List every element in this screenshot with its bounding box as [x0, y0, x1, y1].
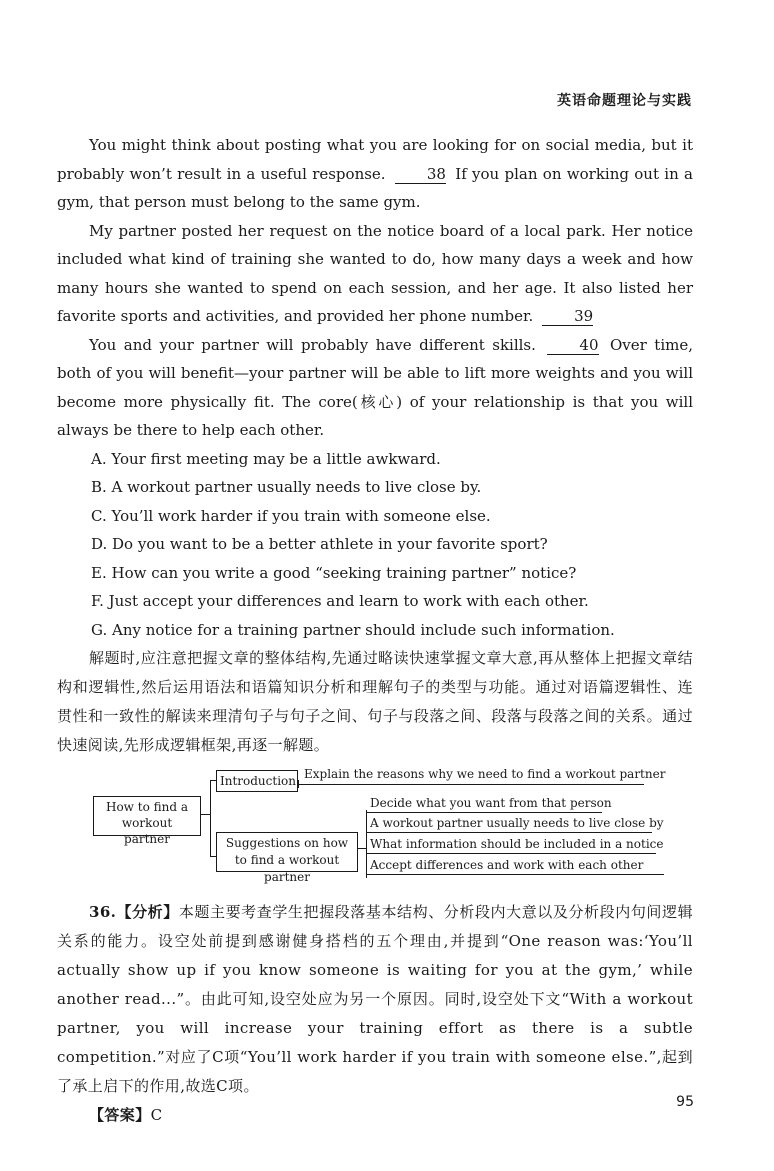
paragraph-3 — [57, 331, 693, 445]
diagram-introduction-box: Introduction — [216, 770, 298, 792]
answer-value: C — [150, 1106, 163, 1124]
blank-40: 40 — [547, 336, 598, 355]
answer-label: 【答案】 — [89, 1106, 151, 1124]
option-f: F. Just accept your differences and learn to work with each other. — [91, 592, 589, 610]
paragraph-1 — [57, 131, 693, 217]
blank-38: 38 — [395, 165, 446, 184]
page-content — [57, 131, 693, 1130]
paragraph-2 — [57, 217, 693, 331]
diagram-root-box: How to find a workout partner — [93, 796, 201, 836]
diagram-branch-line — [210, 780, 211, 856]
diagram-suggestion-1: Decide what you want from that person — [370, 796, 612, 810]
running-header: 英语命题理论与实践 — [557, 93, 692, 109]
structure-diagram — [57, 766, 693, 890]
paragraph-1-text-b: If you plan on working out in a gym, that person must belong to the same gym. — [57, 164, 693, 211]
diagram-suggestion-4-underline — [366, 874, 664, 875]
paragraph-3-text-a: You and your partner will probably have different skills. — [89, 335, 536, 354]
diagram-intro-detail: Explain the reasons why we need to find a workout partner — [304, 767, 666, 781]
diagram-suggestions-bracket — [366, 810, 367, 878]
diagram-suggestions-connector — [358, 848, 366, 849]
analysis-paragraph — [57, 898, 693, 1101]
diagram-suggestion-2-underline — [366, 832, 652, 833]
paragraph-3-text-b: Over time, both of you will benefit—your partner will be able to lift more weights and you will become more physically fit. The core(核心) of your relationship is that you will always be there to help each other. — [57, 335, 693, 439]
analysis-label: 36.【分析】 — [89, 903, 179, 921]
paragraph-2-text: My partner posted her request on the notice board of a local park. Her notice included what kind of training she wanted to do, how many days a week and how many hours she wanted to spend on each session, and her age. It also listed her favorite sports and activities, and provided her phone number. — [57, 221, 693, 325]
option-c: C. You’ll work harder if you train with someone else. — [91, 506, 491, 525]
diagram-suggestion-3-underline — [366, 853, 656, 854]
blank-39: 39 — [542, 307, 593, 326]
diagram-suggestion-1-underline — [366, 812, 602, 813]
diagram-suggestion-2: A workout partner usually needs to live close by — [370, 816, 664, 830]
option-d: D. Do you want to be a better athlete in your favorite sport? — [91, 535, 548, 553]
option-a: A. Your first meeting may be a little awkward. — [91, 449, 441, 468]
diagram-root-connector — [200, 814, 210, 815]
page-number: 95 — [676, 1094, 694, 1110]
option-g: G. Any notice for a training partner should include such information. — [91, 620, 615, 639]
paragraph-1-text-a: You might think about posting what you are looking for on social media, but it probably won’t result in a useful response. — [57, 136, 693, 183]
option-b: B. A workout partner usually needs to live close by. — [91, 478, 482, 496]
analysis-text: 本题主要考查学生把握段落基本结构、分析段内大意以及分析段内句间逻辑关系的能力。设空处前提到感谢健身搭档的五个理由,并提到“One reason was:‘You’ll actually show up if you know someone is waiting for you at the gym,’ while another read...”。由此可知,设空处应为另一个原因。同时,设空处下文“With a workout partner, you will increase your training effort as there is a subtle competition.”对应了C项“You’ll work harder if you train with someone else.”,起到了承上启下的作用,故选C项。 — [57, 903, 693, 1095]
diagram-suggestions-box: Suggestions on how to find a workout partner — [216, 832, 358, 872]
diagram-suggestion-3: What information should be included in a notice — [370, 837, 664, 851]
answer-paragraph — [57, 1101, 693, 1130]
diagram-suggestion-4: Accept differences and work with each other — [370, 858, 644, 872]
diagram-intro-underline — [298, 784, 644, 785]
explanation-paragraph: 解题时,应注意把握文章的整体结构,先通过略读快速掌握文章大意,再从整体上把握文章结构和逻辑性,然后运用语法和语篇知识分析和理解句子的类型与功能。通过对语篇逻辑性、连贯性和一致性的解读来理清句子与句子之间、句子与段落之间、段落与段落之间的关系。通过快速阅读,先形成逻辑框架,再逐一解题。 — [57, 649, 693, 754]
option-e: E. How can you write a good “seeking training partner” notice? — [91, 563, 577, 582]
